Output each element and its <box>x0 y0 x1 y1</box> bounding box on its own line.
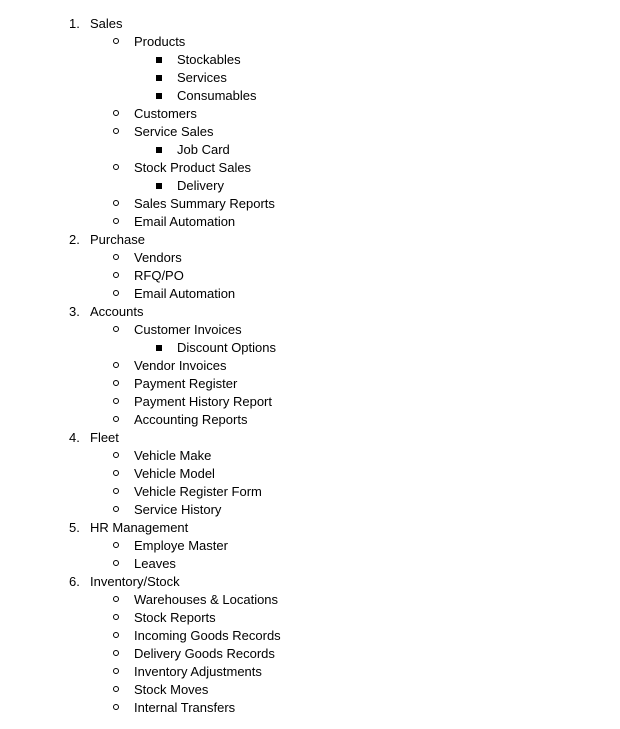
list-item <box>0 33 620 51</box>
section-heading <box>0 231 620 249</box>
hollow-circle-bullet-icon <box>113 254 119 260</box>
square-bullet-icon <box>156 183 162 189</box>
item-label: Delivery <box>177 178 224 193</box>
hollow-circle-bullet-icon <box>113 614 119 620</box>
list-item <box>0 123 620 141</box>
item-label: Stock Moves <box>134 682 209 697</box>
hollow-circle-bullet-icon <box>113 128 119 134</box>
item-label: Fleet <box>90 430 119 445</box>
hollow-circle-bullet-icon <box>113 632 119 638</box>
item-label: Sales Summary Reports <box>134 196 275 211</box>
item-label: Stock Product Sales <box>134 160 252 175</box>
list-number: 2. <box>69 232 80 247</box>
list-item <box>0 681 620 699</box>
item-label: Consumables <box>177 88 257 103</box>
sub-list-item <box>0 339 620 357</box>
item-label: Vendors <box>134 250 182 265</box>
list-item <box>0 555 620 573</box>
hollow-circle-bullet-icon <box>113 668 119 674</box>
list-item <box>0 375 620 393</box>
list-item <box>0 537 620 555</box>
hollow-circle-bullet-icon <box>113 416 119 422</box>
list-number: 5. <box>69 520 80 535</box>
item-label: Accounting Reports <box>134 412 248 427</box>
list-item <box>0 357 620 375</box>
square-bullet-icon <box>156 93 162 99</box>
list-item <box>0 699 620 717</box>
item-label: Incoming Goods Records <box>134 628 281 643</box>
item-label: Email Automation <box>134 286 236 301</box>
hollow-circle-bullet-icon <box>113 110 119 116</box>
hollow-circle-bullet-icon <box>113 164 119 170</box>
list-item <box>0 609 620 627</box>
item-label: Employe Master <box>134 538 228 553</box>
section-heading <box>0 573 620 591</box>
item-label: Customer Invoices <box>134 322 242 337</box>
item-label: Inventory Adjustments <box>134 664 262 679</box>
item-label: Delivery Goods Records <box>134 646 275 661</box>
list-item <box>0 645 620 663</box>
sub-list-item <box>0 69 620 87</box>
item-label: Payment History Report <box>134 394 272 409</box>
sub-list-item <box>0 141 620 159</box>
square-bullet-icon <box>156 345 162 351</box>
list-number: 4. <box>69 430 80 445</box>
sub-list-item <box>0 51 620 69</box>
item-label: Service Sales <box>134 124 214 139</box>
item-label: Vehicle Model <box>134 466 215 481</box>
item-label: HR Management <box>90 520 189 535</box>
item-label: Sales <box>90 16 123 31</box>
hollow-circle-bullet-icon <box>113 38 119 44</box>
list-item <box>0 393 620 411</box>
hollow-circle-bullet-icon <box>113 362 119 368</box>
section-heading <box>0 429 620 447</box>
item-label: Vehicle Make <box>134 448 212 463</box>
item-label: Products <box>134 34 186 49</box>
list-number: 6. <box>69 574 80 589</box>
item-label: Purchase <box>90 232 145 247</box>
item-label: Accounts <box>90 304 144 319</box>
hollow-circle-bullet-icon <box>113 560 119 566</box>
hollow-circle-bullet-icon <box>113 272 119 278</box>
section-heading <box>0 519 620 537</box>
item-label: Vendor Invoices <box>134 358 227 373</box>
hollow-circle-bullet-icon <box>113 506 119 512</box>
item-label: Internal Transfers <box>134 700 236 715</box>
sub-list-item <box>0 87 620 105</box>
list-item <box>0 285 620 303</box>
list-item <box>0 591 620 609</box>
item-label: Stock Reports <box>134 610 216 625</box>
hollow-circle-bullet-icon <box>113 290 119 296</box>
item-label: Services <box>177 70 227 85</box>
item-label: Inventory/Stock <box>90 574 180 589</box>
hollow-circle-bullet-icon <box>113 218 119 224</box>
list-item <box>0 411 620 429</box>
hollow-circle-bullet-icon <box>113 452 119 458</box>
list-number: 3. <box>69 304 80 319</box>
sub-list-item <box>0 177 620 195</box>
hollow-circle-bullet-icon <box>113 470 119 476</box>
list-item <box>0 267 620 285</box>
section-heading <box>0 303 620 321</box>
list-item <box>0 195 620 213</box>
item-label: Job Card <box>177 142 230 157</box>
hollow-circle-bullet-icon <box>113 488 119 494</box>
hollow-circle-bullet-icon <box>113 380 119 386</box>
list-item <box>0 465 620 483</box>
hollow-circle-bullet-icon <box>113 200 119 206</box>
list-item <box>0 159 620 177</box>
item-label: Email Automation <box>134 214 236 229</box>
list-item <box>0 501 620 519</box>
item-label: Customers <box>134 106 197 121</box>
hollow-circle-bullet-icon <box>113 596 119 602</box>
hollow-circle-bullet-icon <box>113 686 119 692</box>
hollow-circle-bullet-icon <box>113 704 119 710</box>
hollow-circle-bullet-icon <box>113 398 119 404</box>
item-label: Discount Options <box>177 340 276 355</box>
item-label: Payment Register <box>134 376 238 391</box>
list-item <box>0 213 620 231</box>
list-item <box>0 249 620 267</box>
list-item <box>0 627 620 645</box>
nested-outline-list <box>0 15 620 717</box>
hollow-circle-bullet-icon <box>113 542 119 548</box>
list-item <box>0 105 620 123</box>
item-label: Stockables <box>177 52 241 67</box>
square-bullet-icon <box>156 75 162 81</box>
item-label: RFQ/PO <box>134 268 184 283</box>
square-bullet-icon <box>156 147 162 153</box>
list-item <box>0 321 620 339</box>
item-label: Service History <box>134 502 222 517</box>
list-item <box>0 663 620 681</box>
list-item <box>0 447 620 465</box>
item-label: Leaves <box>134 556 176 571</box>
item-label: Vehicle Register Form <box>134 484 262 499</box>
section-heading <box>0 15 620 33</box>
hollow-circle-bullet-icon <box>113 650 119 656</box>
list-item <box>0 483 620 501</box>
square-bullet-icon <box>156 57 162 63</box>
hollow-circle-bullet-icon <box>113 326 119 332</box>
item-label: Warehouses & Locations <box>134 592 279 607</box>
list-number: 1. <box>69 16 80 31</box>
